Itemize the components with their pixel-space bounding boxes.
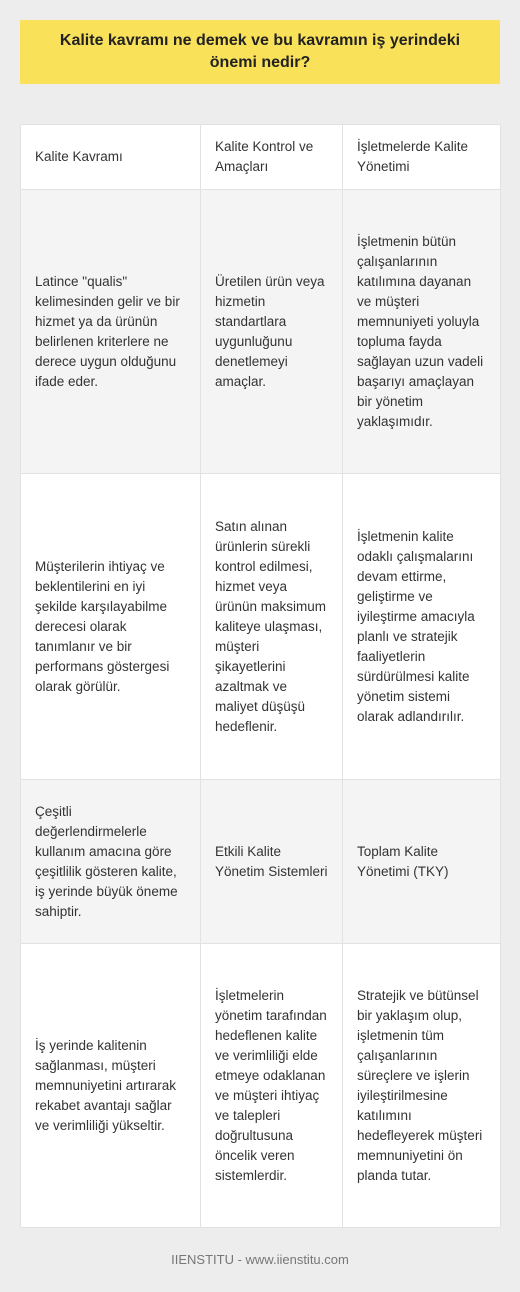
header-cell: Kalite Kontrol ve Amaçları bbox=[201, 125, 343, 190]
table-cell: Toplam Kalite Yönetimi (TKY) bbox=[343, 780, 501, 944]
table-header-row bbox=[21, 125, 501, 190]
table-cell: Satın alınan ürünlerin sürekli kontrol edilmesi, hizmet veya ürünün maksimum kaliteye ulaşması, müşteri şikayetlerini azaltmak ve maliyet düşüşü hedeflenir. bbox=[201, 474, 343, 780]
footer-credit: IIENSTITU - www.iienstitu.com bbox=[171, 1252, 349, 1267]
table-row bbox=[21, 780, 501, 944]
table-cell: Çeşitli değerlendirmelerle kullanım amacına göre çeşitlilik gösteren kalite, iş yerinde büyük öneme sahiptir. bbox=[21, 780, 201, 944]
table-cell: İşletmelerin yönetim tarafından hedeflenen kalite ve verimliliği elde etmeye odaklanan ve müşteri ihtiyaç ve talepleri doğrultusuna öncelik veren sistemlerdir. bbox=[201, 944, 343, 1228]
table-cell: İşletmenin bütün çalışanlarının katılımına dayanan ve müşteri memnuniyeti yoluyla topluma fayda sağlayan uzun vadeli başarıyı amaçlayan bir yönetim yaklaşımıdır. bbox=[343, 190, 501, 474]
table-cell: İş yerinde kalitenin sağlanması, müşteri memnuniyetini artırarak rekabet avantajı sağlar ve verimliliği yükseltir. bbox=[21, 944, 201, 1228]
table-row bbox=[21, 190, 501, 474]
table-cell: Etkili Kalite Yönetim Sistemleri bbox=[201, 780, 343, 944]
comparison-table bbox=[20, 124, 501, 1228]
header-cell: İşletmelerde Kalite Yönetimi bbox=[343, 125, 501, 190]
table-cell: Stratejik ve bütünsel bir yaklaşım olup, işletmenin tüm çalışanlarının süreçlere ve işlerin iyileştirilmesine katılımını hedefleyerek müşteri memnuniyetini ön planda tutar. bbox=[343, 944, 501, 1228]
header-cell: Kalite Kavramı bbox=[21, 125, 201, 190]
page-title: Kalite kavramı ne demek ve bu kavramın iş yerindeki önemi nedir? bbox=[59, 32, 461, 71]
table-cell: Müşterilerin ihtiyaç ve beklentilerini en iyi şekilde karşılayabilme derecesi olarak tanımlanır ve bir performans göstergesi olarak görülür. bbox=[21, 474, 201, 780]
table-cell: İşletmenin kalite odaklı çalışmalarını devam ettirme, geliştirme ve iyileştirme amacıyla planlı ve stratejik faaliyetlerin sürdürülmesi kalite yönetim sistemi olarak adlandırılır. bbox=[343, 474, 501, 780]
table-row bbox=[21, 474, 501, 780]
table-cell: Latince "qualis" kelimesinden gelir ve bir hizmet ya da ürünün belirlenen kriterlere ne derece uygun olduğunu ifade eder. bbox=[21, 190, 201, 474]
table-row bbox=[21, 944, 501, 1228]
title-banner bbox=[20, 20, 500, 84]
table-cell: Üretilen ürün veya hizmetin standartlara uygunluğunu denetlemeyi amaçlar. bbox=[201, 190, 343, 474]
